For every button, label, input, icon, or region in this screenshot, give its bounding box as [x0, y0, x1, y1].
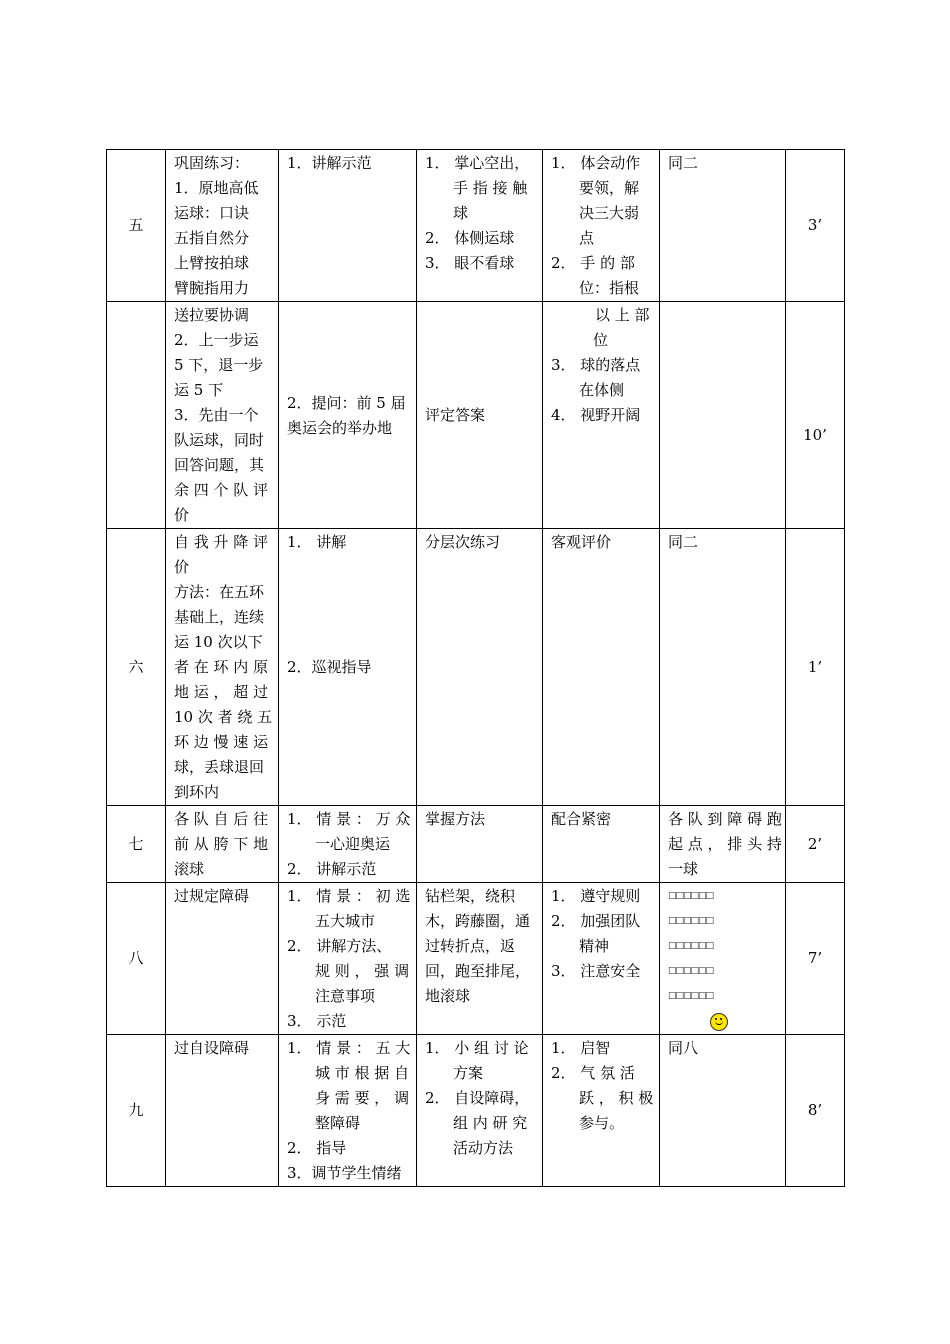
student-cell: 钻栏架，绕积 木，跨藤圈，通 过转折点，返 回，跑至排尾， 地滚球	[417, 883, 543, 1035]
student-cell: 分层次练习	[417, 529, 543, 806]
teacher-cell: 1． 情 景 ： 初 选 五大城市 2． 讲解方法、 规 则 ， 强 调 注意事项 3． 示范	[279, 883, 417, 1035]
step-number: 九	[107, 1035, 166, 1187]
student-cell: 1． 小 组 讨 论 方案 2． 自设障碍， 组 内 研 究 活动方法	[417, 1035, 543, 1187]
time-cell: 3’	[786, 150, 845, 302]
student-cell: 掌握方法	[417, 806, 543, 883]
step-number: 五	[107, 150, 166, 302]
teacher-cell: 1． 情 景 ： 五 大 城 市 根 据 自 身 需 要 ， 调 整障碍 2． 指导 3．调节学生情绪	[279, 1035, 417, 1187]
table-row	[107, 806, 845, 883]
step-number: 六	[107, 529, 166, 806]
goal-cell: 客观评价	[543, 529, 660, 806]
teacher-cell: 2．提问：前 5 届 奥运会的举办地	[279, 302, 417, 529]
table-row	[107, 529, 845, 806]
teacher-cell: 1．讲解示范	[279, 150, 417, 302]
smiley-icon	[710, 1013, 728, 1031]
organization-cell: 各 队 到 障 碍 跑 起 点 ， 排 头 持 一球	[660, 806, 786, 883]
time-cell: 7’	[786, 883, 845, 1035]
time-cell: 1’	[786, 529, 845, 806]
content-cell: 自 我 升 降 评 价 方法：在五环 基础上，连续 运 10 次以下 者 在 环 内 原 地 运 ， 超 过 10 次 者 绕 五 环 边 慢 速 运 球，丢球退回 到环内	[166, 529, 279, 806]
step-number: 八	[107, 883, 166, 1035]
student-cell: 1． 掌心空出， 手 指 接 触 球 2． 体侧运球 3． 眼不看球	[417, 150, 543, 302]
time-cell: 10’	[786, 302, 845, 529]
student-cell: 评定答案	[417, 302, 543, 529]
goal-cell: 1． 体会动作 要领，解 决三大弱 点 2． 手 的 部 位：指根	[543, 150, 660, 302]
table-row	[107, 302, 845, 529]
goal-cell: 以 上 部 位 3． 球的落点 在体侧 4． 视野开阔	[543, 302, 660, 529]
goal-cell: 1． 遵守规则 2． 加强团队 精神 3． 注意安全	[543, 883, 660, 1035]
table-row	[107, 150, 845, 302]
teacher-cell: 1． 情 景 ： 万 众 一心迎奥运 2． 讲解示范	[279, 806, 417, 883]
step-number: 七	[107, 806, 166, 883]
step-number	[107, 302, 166, 529]
time-cell: 2’	[786, 806, 845, 883]
lesson-plan-table	[106, 149, 845, 1187]
organization-cell: □□□□□□ □□□□□□ □□□□□□ □□□□□□ □□□□□□	[660, 883, 786, 1035]
content-cell: 过规定障碍	[166, 883, 279, 1035]
goal-cell: 1． 启智 2． 气 氛 活 跃 ， 积 极 参与。	[543, 1035, 660, 1187]
organization-cell: 同八	[660, 1035, 786, 1187]
content-cell: 各 队 自 后 往 前 从 胯 下 地 滚球	[166, 806, 279, 883]
organization-cell: 同二	[660, 150, 786, 302]
content-cell: 过自设障碍	[166, 1035, 279, 1187]
table-row	[107, 1035, 845, 1187]
organization-cell	[660, 302, 786, 529]
time-cell: 8’	[786, 1035, 845, 1187]
teacher-cell: 1． 讲解 2．巡视指导	[279, 529, 417, 806]
goal-cell: 配合紧密	[543, 806, 660, 883]
organization-cell: 同二	[660, 529, 786, 806]
content-cell: 送拉要协调 2．上一步运 5 下，退一步 运 5 下 3．先由一个 队运球，同时 回答问题，其 余 四 个 队 评 价	[166, 302, 279, 529]
content-cell: 巩固练习： 1．原地高低 运球：口诀 五指自然分 上臂按拍球 臂腕指用力	[166, 150, 279, 302]
table-row	[107, 883, 845, 1035]
